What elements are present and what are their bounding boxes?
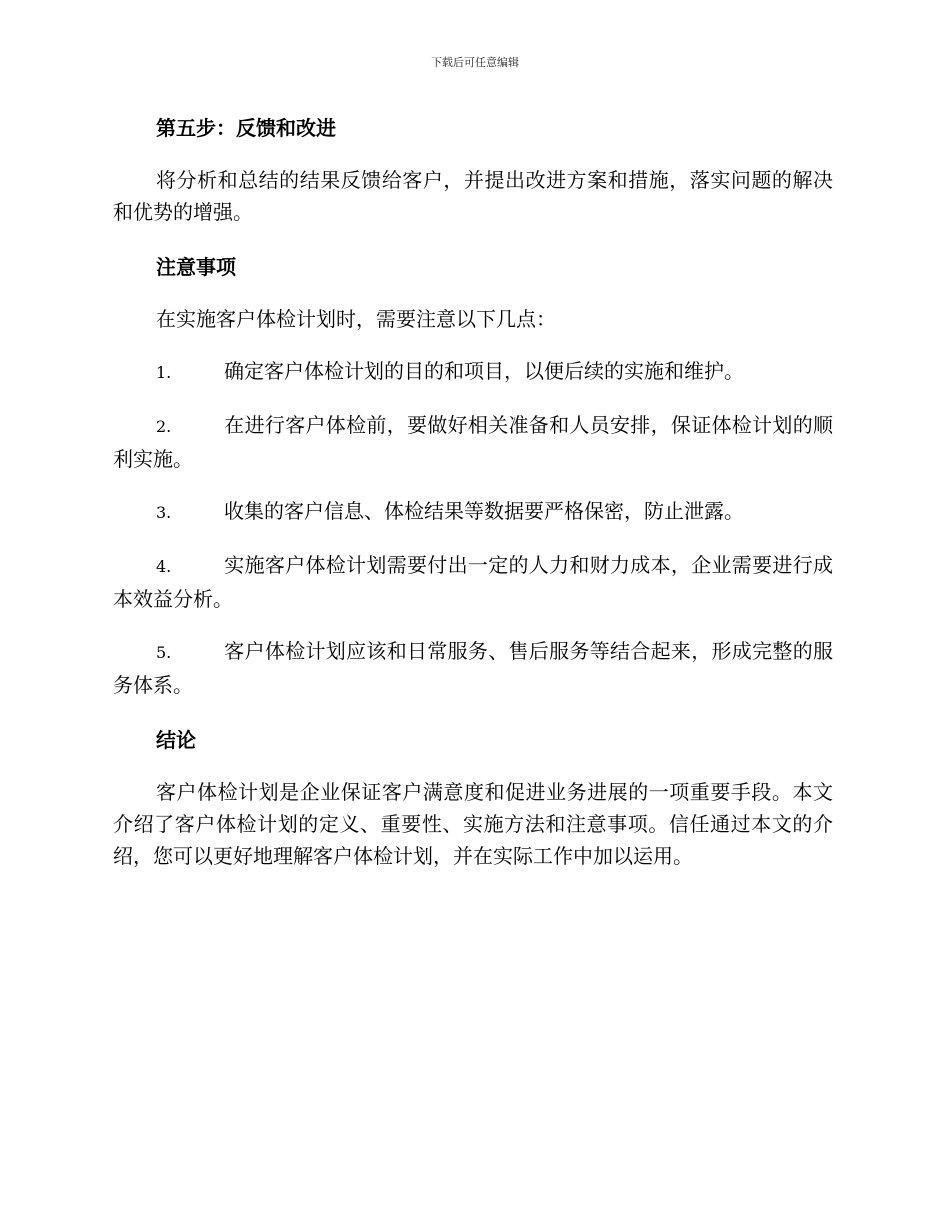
list-text: 实施客户体检计划需要付出一定的人力和财力成本，企业需要进行成本效益分析。	[113, 553, 833, 611]
list-number: 5.	[156, 643, 172, 662]
conclusion-paragraph: 客户体检计划是企业保证客户满意度和促进业务进展的一项重要手段。本文介绍了客户体检计划的定义、重要性、实施方法和注意事项。信任通过本文的介绍，您可以更好地理解客户体检计划，并在实际工作中加以运用。	[113, 780, 833, 868]
list-item	[113, 495, 833, 529]
list-item	[113, 635, 833, 701]
list-text: 收集的客户信息、体检结果等数据要严格保密，防止泄露。	[224, 499, 744, 523]
list-number: 1.	[156, 363, 172, 382]
list-text: 客户体检计划应该和日常服务、售后服务等结合起来，形成完整的服务体系。	[113, 639, 833, 697]
conclusion-heading: 结论	[156, 728, 196, 752]
list-item	[113, 549, 833, 615]
step5-paragraph: 将分析和总结的结果反馈给客户，并提出改进方案和措施，落实问题的解决和优势的增强。	[113, 168, 833, 224]
document-body	[113, 112, 833, 872]
notes-heading: 注意事项	[156, 255, 236, 279]
list-item	[113, 409, 833, 475]
list-number: 3.	[156, 503, 172, 522]
list-text: 确定客户体检计划的目的和项目，以便后续的实施和维护。	[224, 359, 744, 383]
list-number: 4.	[156, 557, 172, 576]
step5-heading: 第五步：反馈和改进	[156, 116, 336, 140]
list-number: 2.	[156, 417, 172, 436]
list-item	[113, 355, 833, 389]
header-note: 下载后可任意编辑	[431, 56, 519, 69]
list-text: 在进行客户体检前，要做好相关准备和人员安排，保证体检计划的顺利实施。	[113, 413, 833, 471]
notes-intro: 在实施客户体检计划时，需要注意以下几点：	[156, 307, 556, 331]
